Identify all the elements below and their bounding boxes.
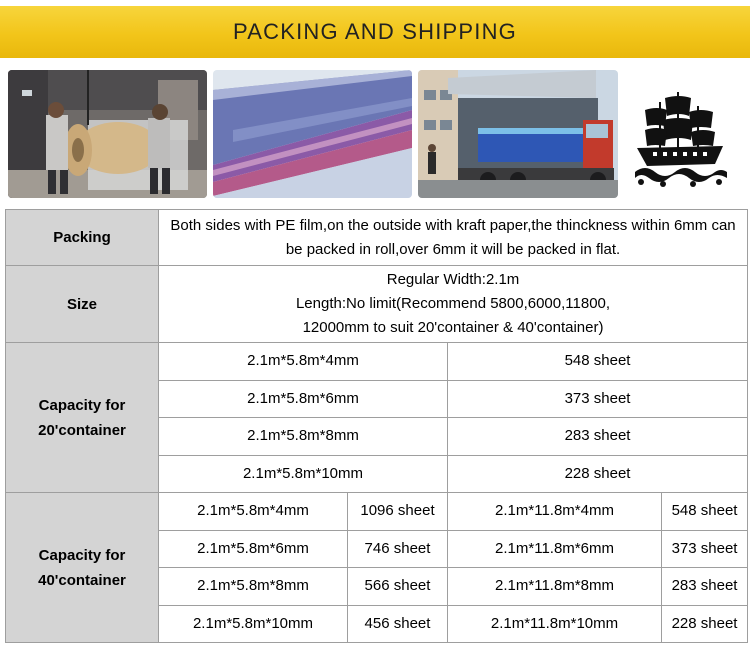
size-line-3: 12000mm to suit 20'container & 40'container) <box>302 319 604 336</box>
workers-rolling-sheet-photo <box>8 70 207 198</box>
c20-qty: 228 sheet <box>448 455 748 493</box>
stacked-sheets-photo <box>213 70 412 198</box>
c40-size-a: 2.1m*5.8m*8mm <box>159 568 348 606</box>
table-row <box>6 493 748 531</box>
packing-line-2: be packed in roll,over 6mm it will be packed in flat. <box>285 240 621 258</box>
c20-size: 2.1m*5.8m*10mm <box>159 455 448 493</box>
section-banner <box>0 6 750 58</box>
c20-size: 2.1m*5.8m*6mm <box>159 380 448 418</box>
size-description <box>159 266 748 343</box>
c40-qty-a: 566 sheet <box>348 568 448 606</box>
truck-loading-photo <box>418 70 618 198</box>
c20-qty: 373 sheet <box>448 380 748 418</box>
packing-description <box>159 210 748 266</box>
packing-line-1: Both sides with PE film,on the outside with kraft paper,the thinckness within 6mm can <box>170 216 736 234</box>
capacity-40-label-line-1: Capacity for <box>38 546 126 564</box>
capacity-40-label <box>6 493 159 643</box>
c40-size-b: 2.1m*11.8m*10mm <box>448 605 662 643</box>
c40-size-a: 2.1m*5.8m*4mm <box>159 493 348 531</box>
table-row <box>6 343 748 381</box>
c40-qty-b: 373 sheet <box>662 530 748 568</box>
packing-label: Packing <box>6 210 159 266</box>
c40-size-a: 2.1m*5.8m*10mm <box>159 605 348 643</box>
section-title: PACKING AND SHIPPING <box>233 19 517 44</box>
c40-qty-a: 746 sheet <box>348 530 448 568</box>
size-line-2: Length:No limit(Recommend 5800,6000,11800, <box>295 295 611 312</box>
c40-qty-a: 1096 sheet <box>348 493 448 531</box>
c20-size: 2.1m*5.8m*8mm <box>159 418 448 456</box>
c40-qty-b: 548 sheet <box>662 493 748 531</box>
packing-spec-table <box>5 209 748 643</box>
size-row <box>6 266 748 343</box>
c20-qty: 548 sheet <box>448 343 748 381</box>
capacity-40-label-line-2: 40'container <box>38 571 126 589</box>
packing-row <box>6 210 748 266</box>
c40-size-a: 2.1m*5.8m*6mm <box>159 530 348 568</box>
c40-qty-b: 283 sheet <box>662 568 748 606</box>
capacity-20-label <box>6 343 159 493</box>
c40-size-b: 2.1m*11.8m*8mm <box>448 568 662 606</box>
c40-size-b: 2.1m*11.8m*6mm <box>448 530 662 568</box>
capacity-20-label-line-2: 20'container <box>38 421 126 439</box>
capacity-20-label-line-1: Capacity for <box>38 396 126 414</box>
c40-size-b: 2.1m*11.8m*4mm <box>448 493 662 531</box>
c20-size: 2.1m*5.8m*4mm <box>159 343 448 381</box>
size-line-1: Regular Width:2.1m <box>386 271 520 288</box>
c40-qty-b: 228 sheet <box>662 605 748 643</box>
c40-qty-a: 456 sheet <box>348 605 448 643</box>
c20-qty: 283 sheet <box>448 418 748 456</box>
size-label: Size <box>6 266 159 343</box>
sailing-ship-icon <box>633 88 728 188</box>
